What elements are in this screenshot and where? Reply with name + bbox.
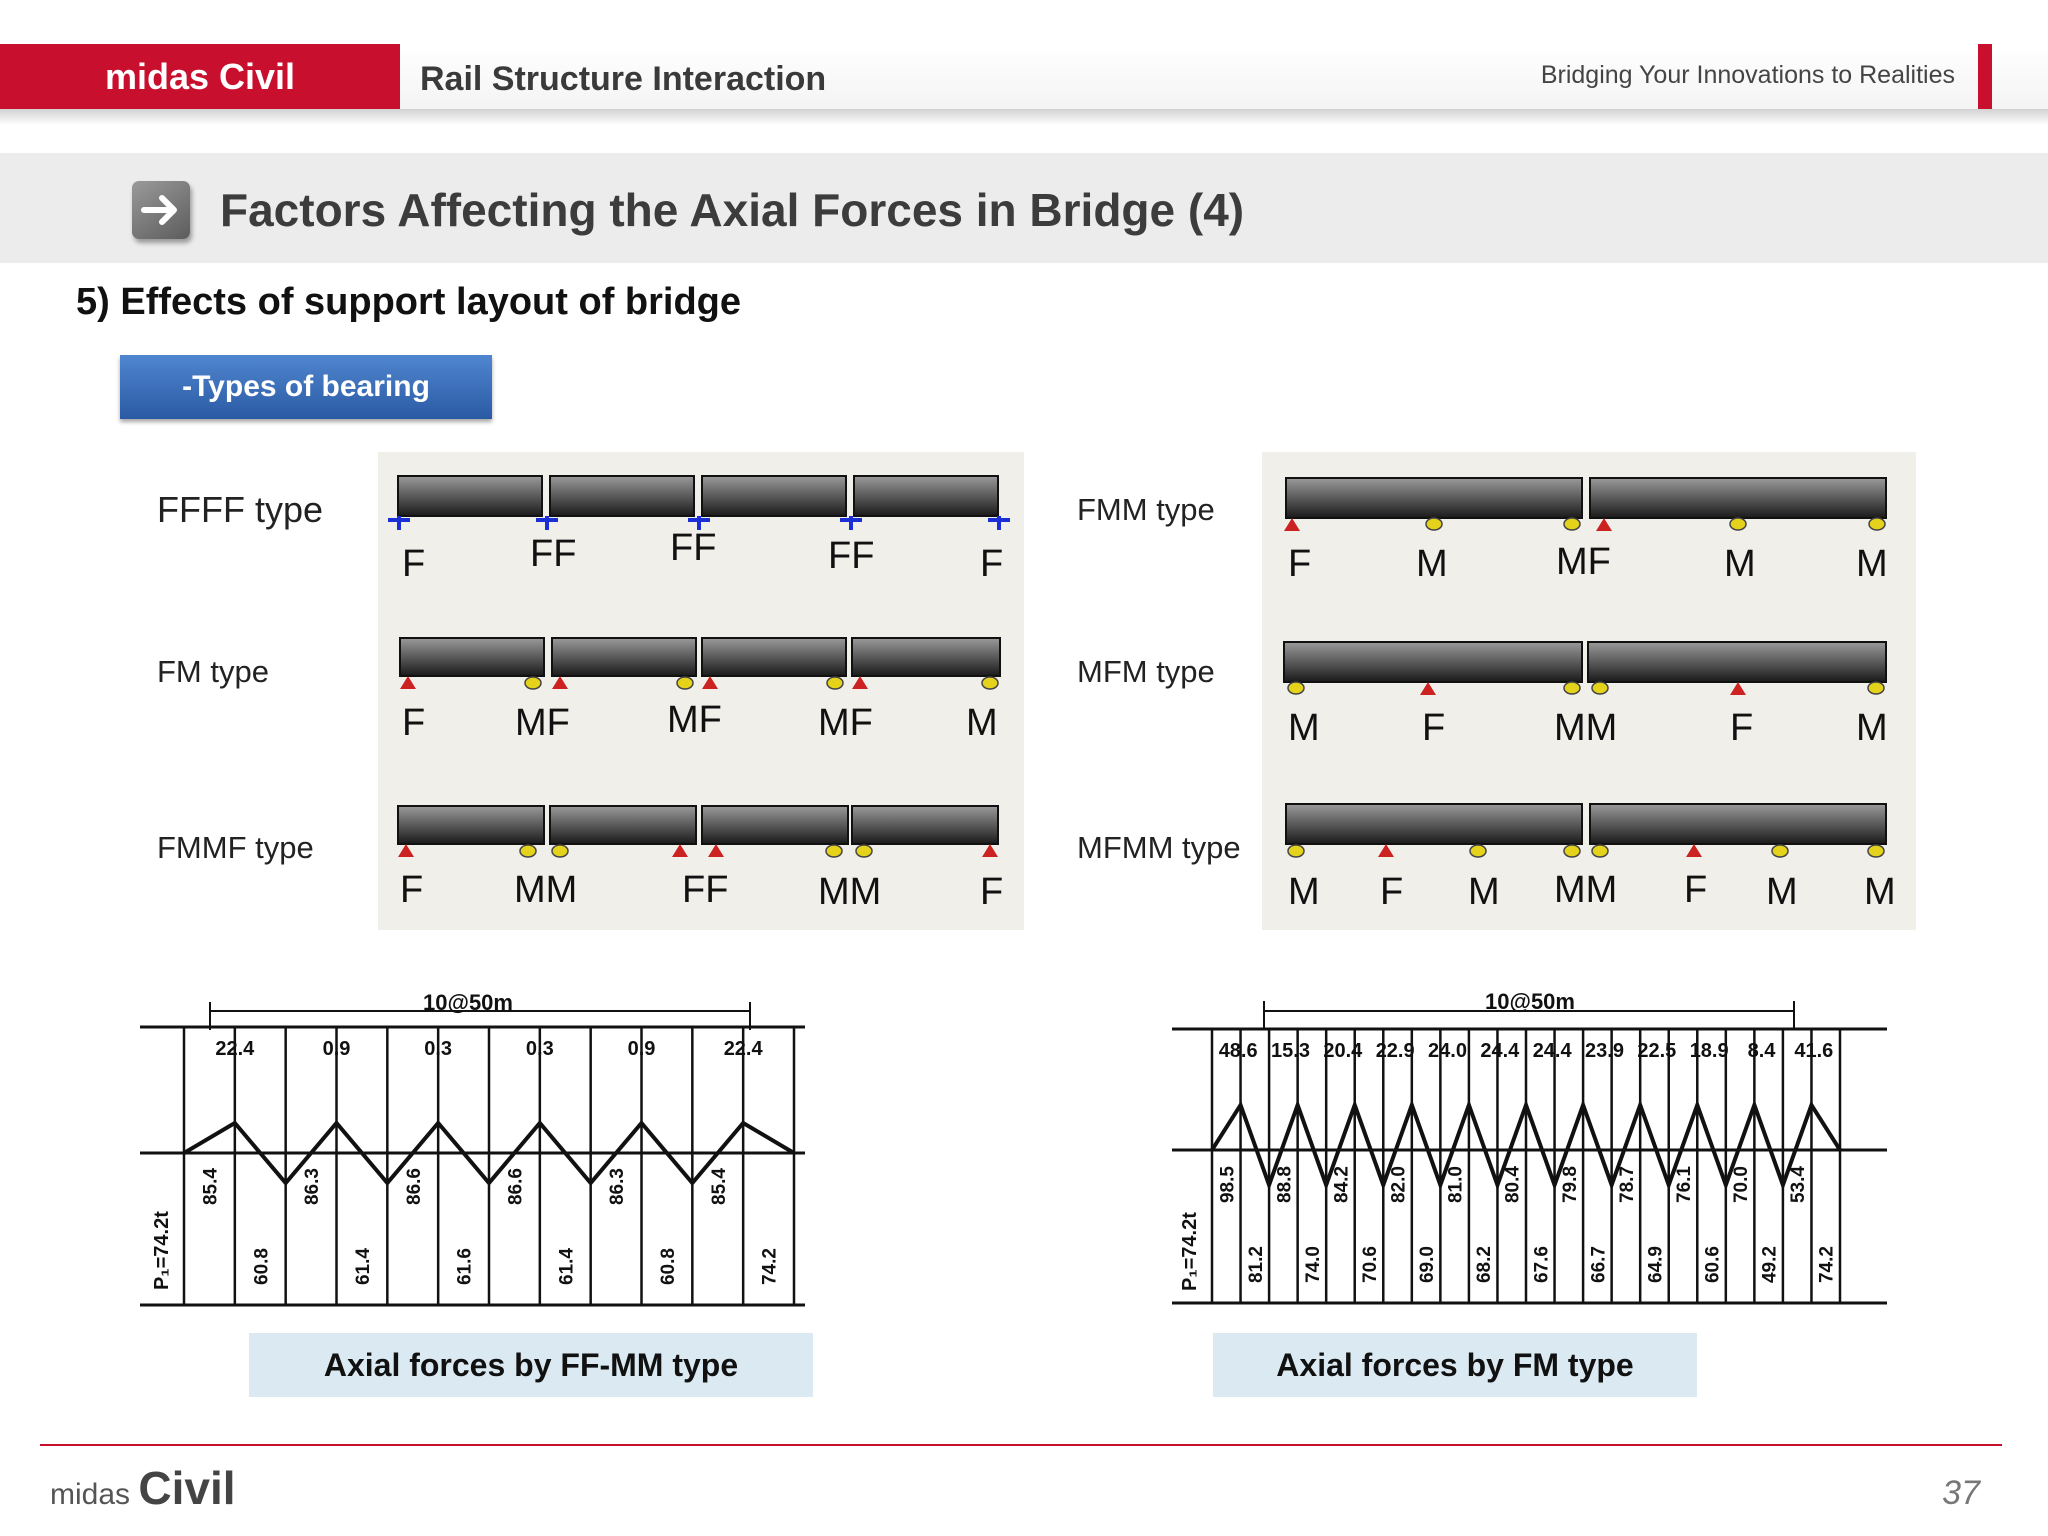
bearing-letter: M [1856, 707, 1888, 749]
bearing-letter: FF [530, 533, 577, 575]
bearing-letter: M [1856, 543, 1888, 585]
left-bottom-value: 86.3 [302, 1168, 324, 1205]
bearing-letter: FF [682, 869, 729, 911]
right-bottom-value: 81.2 [1245, 1246, 1267, 1283]
left-top-value: 0.3 [525, 1038, 554, 1060]
footer-logo [50, 1460, 236, 1523]
bearing-letter: F [402, 543, 426, 585]
bearing-letter: MM [514, 869, 578, 911]
bearing-letter: M [1288, 707, 1320, 749]
left-top-value: 0.9 [627, 1038, 656, 1060]
left-top-value: 0.3 [424, 1038, 453, 1060]
right-bottom-value: 64.9 [1645, 1246, 1667, 1283]
bearing-letter: F [1684, 869, 1708, 911]
bearing-letter: F [1730, 707, 1754, 749]
header-brand: midas Civil [104, 56, 296, 97]
right-bottom-value: 84.2 [1331, 1166, 1353, 1203]
right-bottom-value: 79.8 [1559, 1166, 1581, 1203]
right-top-value: 41.6 [1794, 1040, 1834, 1062]
type-label-mfmm: MFMM type [1077, 830, 1241, 865]
right-top-value: 15.3 [1271, 1040, 1310, 1062]
right-top-value: 8.4 [1747, 1040, 1776, 1062]
bearing-letter: F [980, 543, 1004, 585]
right-bottom-value: 76.1 [1674, 1166, 1695, 1203]
caption-fm: Axial forces by FM type [1213, 1333, 1697, 1397]
fixed-bearing-icons [1420, 682, 1746, 695]
left-top-value: 22.4 [723, 1038, 763, 1060]
fixed-bearing-icons [400, 676, 868, 689]
right-top-value: 24.4 [1532, 1040, 1572, 1062]
bearing-letter: F [1380, 871, 1404, 913]
header-shadow [0, 109, 2048, 125]
bearing-letter: MM [1554, 707, 1618, 749]
arrow-right-icon [132, 181, 190, 239]
right-top-value: 48.6 [1218, 1040, 1258, 1062]
bearing-letter: F [980, 871, 1004, 913]
right-bottom-value: 69.0 [1417, 1246, 1439, 1283]
bearing-letter: FF [828, 535, 875, 577]
right-bottom-value: 60.6 [1702, 1246, 1724, 1283]
fixed-bearing-icons [398, 844, 998, 857]
left-bottom-value: 86.6 [505, 1168, 527, 1205]
type-label-fm: FM type [157, 654, 269, 689]
right-bottom-value: 74.2 [1816, 1246, 1838, 1283]
bearing-letter: M [1468, 871, 1500, 913]
right-top-value: 23.9 [1585, 1040, 1624, 1062]
right-bottom-value: 81.0 [1445, 1166, 1467, 1203]
axial-force-figure-left [140, 990, 810, 1320]
right-top-value: 22.5 [1637, 1040, 1677, 1062]
left-bottom-value: 60.8 [251, 1248, 273, 1285]
slide-title: Factors Affecting the Axial Forces in Bridge (4) [220, 184, 1245, 236]
bearing-letter: FF [670, 527, 717, 569]
left-bottom-value: 86.6 [403, 1168, 425, 1205]
movable-bearing-icons [1288, 682, 1884, 694]
right-bottom-value: 68.2 [1474, 1246, 1496, 1283]
bearing-letter: MM [1554, 869, 1618, 911]
bearing-letter: F [1288, 543, 1312, 585]
left-top-value: 0.9 [322, 1038, 351, 1060]
header-title: Rail Structure Interaction [420, 60, 827, 98]
bearing-letter: MF [667, 699, 722, 741]
movable-bearing-icons [1288, 845, 1884, 857]
types-of-bearing-button: -Types of bearing [120, 355, 492, 419]
footer-logo-big: Civil [138, 1462, 236, 1514]
bearing-letter: MF [1556, 541, 1611, 583]
section-heading: 5) Effects of support layout of bridge [76, 281, 742, 323]
fixed-bearing-icons [1284, 518, 1612, 531]
axis-label-right: P₁=74.2t [1179, 1212, 1201, 1291]
right-bottom-value: 66.7 [1588, 1246, 1610, 1283]
page-number: 37 [1942, 1474, 1980, 1512]
axis-label-left: P₁=74.2t [151, 1211, 173, 1290]
left-bottom-value: 60.8 [657, 1248, 679, 1285]
girder-row-mfm [1284, 642, 1886, 695]
right-bottom-value: 67.6 [1531, 1246, 1553, 1283]
left-bottom-value: 61.4 [556, 1248, 578, 1285]
bearing-diagrams-right-svg [1262, 452, 1916, 930]
right-bottom-value: 53.4 [1788, 1166, 1810, 1203]
girder-row-fmm [1284, 478, 1886, 531]
bearing-letter: M [1288, 871, 1320, 913]
span-label-right: 10@50m [1485, 989, 1575, 1014]
span-label-left: 10@50m [423, 990, 513, 1015]
left-bottom-value: 61.6 [454, 1248, 476, 1285]
left-bottom-value: 61.4 [352, 1248, 374, 1285]
right-bottom-value: 74.0 [1302, 1246, 1324, 1283]
right-top-value: 18.9 [1689, 1040, 1729, 1062]
right-bottom-value: 70.0 [1731, 1166, 1753, 1203]
right-top-value: 24.4 [1480, 1040, 1520, 1062]
left-bottom-value: 85.4 [708, 1168, 730, 1205]
footer-divider [40, 1444, 2002, 1446]
type-label-mfm: MFM type [1077, 654, 1215, 689]
bearing-letter: M [1724, 543, 1756, 585]
footer-logo-small: midas [50, 1478, 131, 1511]
fixed-bearing-icons [1378, 844, 1702, 857]
girder-row-ffff [388, 476, 1010, 530]
movable-bearing-icons [520, 845, 872, 857]
girder-row-fm [400, 638, 1000, 689]
bearing-letter: F [1422, 707, 1446, 749]
bearing-letter: M [1416, 543, 1448, 585]
bearing-letter: MF [515, 702, 570, 744]
girder-row-fmmf [398, 806, 998, 857]
right-bottom-value: 49.2 [1759, 1246, 1781, 1283]
left-bottom-value: 86.3 [607, 1168, 629, 1205]
left-bottom-value: 85.4 [200, 1168, 222, 1205]
girder-row-mfmm [1286, 804, 1886, 857]
caption-ff-mm: Axial forces by FF-MM type [249, 1333, 813, 1397]
bearing-letter: M [1864, 871, 1896, 913]
bearing-letter: MM [818, 871, 882, 913]
right-bottom-value: 82.0 [1388, 1166, 1410, 1203]
bearing-letter: M [1766, 871, 1798, 913]
type-label-fmmf: FMMF type [157, 830, 314, 865]
movable-bearing-icons [525, 677, 998, 689]
right-bottom-value: 70.6 [1360, 1246, 1381, 1283]
axial-force-figure-right [1172, 985, 1892, 1320]
right-bottom-value: 78.7 [1616, 1166, 1638, 1203]
movable-bearing-icons [1426, 518, 1885, 530]
header-accent-bar [1978, 44, 1992, 109]
right-top-value: 24.0 [1428, 1040, 1467, 1062]
right-bottom-value: 88.8 [1274, 1166, 1296, 1203]
bearing-letter: F [402, 702, 426, 744]
bearing-diagrams-left-svg [378, 452, 1024, 930]
type-label-ffff: FFFF type [157, 489, 324, 530]
bearing-letter: F [400, 869, 424, 911]
left-bottom-value: 74.2 [759, 1248, 781, 1285]
header-tagline: Bridging Your Innovations to Realities [1540, 61, 1955, 89]
right-top-value: 22.9 [1375, 1040, 1415, 1062]
right-bottom-value: 80.4 [1502, 1166, 1524, 1203]
right-top-value: 20.4 [1323, 1040, 1363, 1062]
type-label-fmm: FMM type [1077, 492, 1215, 527]
left-top-value: 22.4 [215, 1038, 255, 1060]
right-bottom-value: 98.5 [1217, 1166, 1239, 1203]
bearing-letter: M [966, 702, 998, 744]
bearing-letter: MF [818, 702, 873, 744]
